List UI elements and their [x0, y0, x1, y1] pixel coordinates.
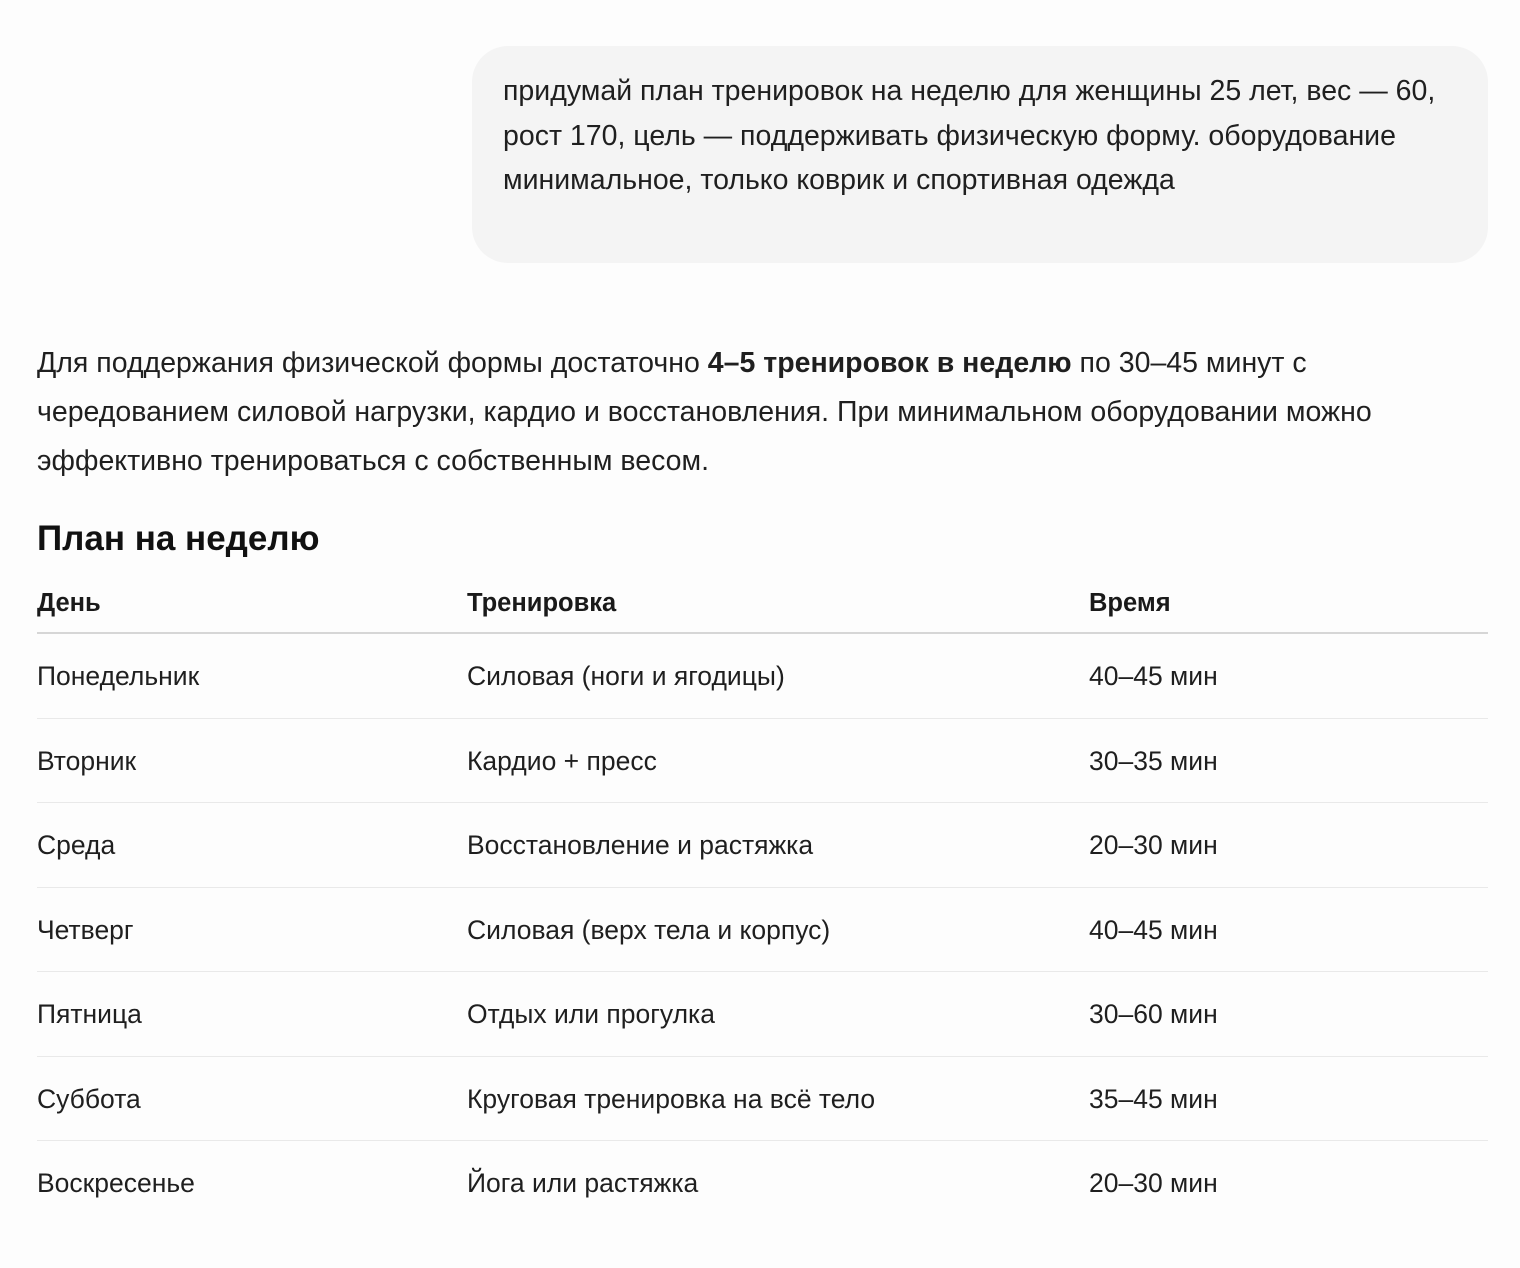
cell-workout: Восстановление и растяжка [467, 830, 814, 860]
cell-workout: Отдых или прогулка [467, 999, 715, 1029]
cell-time: 40–45 мин [1089, 914, 1218, 945]
plan-heading: План на неделю [37, 519, 320, 558]
cell-workout: Йога или растяжка [467, 1168, 699, 1198]
table-row [37, 803, 1488, 888]
table-row [37, 972, 1488, 1057]
weekly-plan-table [37, 580, 1488, 1225]
table-row [37, 1057, 1488, 1142]
cell-time: 20–30 мин [1089, 1168, 1218, 1198]
response-intro [37, 339, 1487, 486]
cell-workout: Кардио + пресс [467, 745, 657, 776]
cell-time: 30–60 мин [1089, 999, 1218, 1029]
cell-day: Суббота [37, 1083, 141, 1114]
cell-day: Понедельник [37, 661, 200, 691]
intro-text-bold: 4–5 тренировок в неделю [707, 347, 1072, 379]
cell-workout: Силовая (ноги и ягодицы) [467, 661, 785, 691]
cell-day: Вторник [37, 745, 137, 776]
table-header-row [37, 580, 1488, 634]
table-row [37, 634, 1488, 719]
header-workout: Тренировка [467, 589, 617, 617]
user-message-text: придумай план тренировок на неделю для женщины 25 лет, вес — 60, рост 170, цель — поддерживать физическую форму. оборудование минимальное, только коврик и спортивная одежда [503, 75, 1436, 196]
cell-time: 20–30 мин [1089, 830, 1218, 860]
cell-day: Четверг [37, 914, 134, 945]
intro-text-start: Для поддержания физической формы достаточно [37, 347, 708, 379]
header-day: День [37, 589, 101, 617]
cell-workout: Круговая тренировка на всё тело [467, 1083, 876, 1114]
table-row [37, 719, 1488, 804]
cell-time: 30–35 мин [1089, 745, 1218, 776]
user-message-bubble [472, 46, 1488, 263]
cell-workout: Силовая (верх тела и корпус) [467, 914, 831, 945]
cell-day: Пятница [37, 999, 142, 1029]
table-row [37, 888, 1488, 973]
cell-time: 35–45 мин [1089, 1083, 1218, 1114]
header-time: Время [1089, 589, 1171, 617]
table-row [37, 1141, 1488, 1225]
cell-time: 40–45 мин [1089, 661, 1218, 691]
intro-text-end: по 30–45 минут с чередованием силовой нагрузки, кардио и восстановления. При минимальном оборудовании можно эффективно тренироваться с собственным весом. [37, 347, 1372, 477]
cell-day: Среда [37, 830, 116, 860]
cell-day: Воскресенье [37, 1168, 195, 1198]
